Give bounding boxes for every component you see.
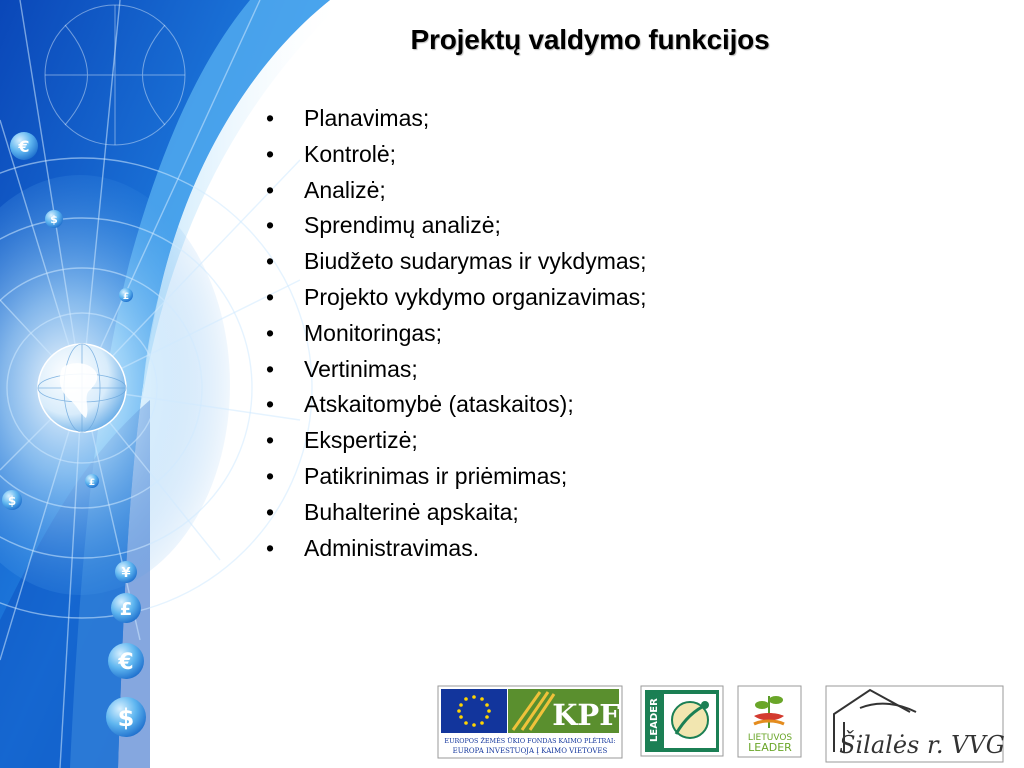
eu-kpf-logo xyxy=(438,686,622,758)
list-item-text: Projekto vykdymo organizavimas; xyxy=(304,283,647,310)
leader-logo xyxy=(641,686,723,756)
lietuvos-text: LIETUVOS xyxy=(747,733,793,743)
list-item-text: Monitoringas; xyxy=(304,319,443,346)
svg-text:$: $ xyxy=(50,213,58,226)
list-item-text: Analizė; xyxy=(304,176,386,203)
svg-text:$: $ xyxy=(7,494,17,508)
svg-text:£: £ xyxy=(119,599,133,620)
bullet-icon: • xyxy=(266,212,275,239)
list-item-text: Administravimas. xyxy=(304,534,480,561)
list-item-text: Atskaitomybė (ataskaitos); xyxy=(304,391,574,418)
list-item-text: Buhalterinė apskaita; xyxy=(304,498,519,525)
silales-vvg-logo xyxy=(826,686,1005,762)
bullet-icon: • xyxy=(266,319,275,346)
bullet-icon: • xyxy=(266,355,275,382)
bullet-icon: • xyxy=(266,248,275,275)
svg-text:¥: ¥ xyxy=(121,566,131,581)
svg-text:€: € xyxy=(18,137,30,156)
svg-text:$: $ xyxy=(117,704,135,732)
silales-vvg-text: Šilalės r. VVG xyxy=(839,731,1005,759)
bullet-icon: • xyxy=(266,176,275,203)
svg-text:£: £ xyxy=(122,292,130,302)
leader-vertical-text: LEADER xyxy=(649,698,660,742)
svg-text:€: € xyxy=(118,650,134,675)
bullet-icon: • xyxy=(266,498,275,525)
bullet-icon: • xyxy=(266,534,275,561)
bullet-icon: • xyxy=(266,105,275,131)
slide-title: Projektų valdymo funkcijos xyxy=(410,24,770,55)
kpf-text: KPF xyxy=(552,698,620,732)
bullet-icon: • xyxy=(266,283,275,310)
list-item-text: Patikrinimas ir priėmimas; xyxy=(304,462,568,489)
svg-text:£: £ xyxy=(88,478,96,488)
leader-text: LEADER xyxy=(748,741,792,754)
lietuvos-leader-logo xyxy=(738,686,801,757)
bullet-icon: • xyxy=(266,391,275,418)
eu-fund-line-2: EUROPA INVESTUOJA Į KAIMO VIETOVES xyxy=(452,747,608,755)
bullet-icon: • xyxy=(266,427,275,454)
bullet-icon: • xyxy=(266,140,275,167)
eu-fund-line-1: EUROPOS ŽEMĖS ŪKIO FONDAS KAIMO PLĖTRAI: xyxy=(444,737,616,745)
list-item-text: Planavimas; xyxy=(304,105,430,131)
list-item-text: Biudžeto sudarymas ir vykdymas; xyxy=(304,248,647,275)
list-item-text: Kontrolė; xyxy=(304,140,397,167)
list-item-text: Vertinimas; xyxy=(304,355,418,382)
bullet-icon: • xyxy=(266,462,275,489)
leader-emblem-icon xyxy=(672,701,709,738)
list-item-text: Sprendimų analizė; xyxy=(304,212,501,239)
list-item-text: Ekspertizė; xyxy=(304,427,418,454)
